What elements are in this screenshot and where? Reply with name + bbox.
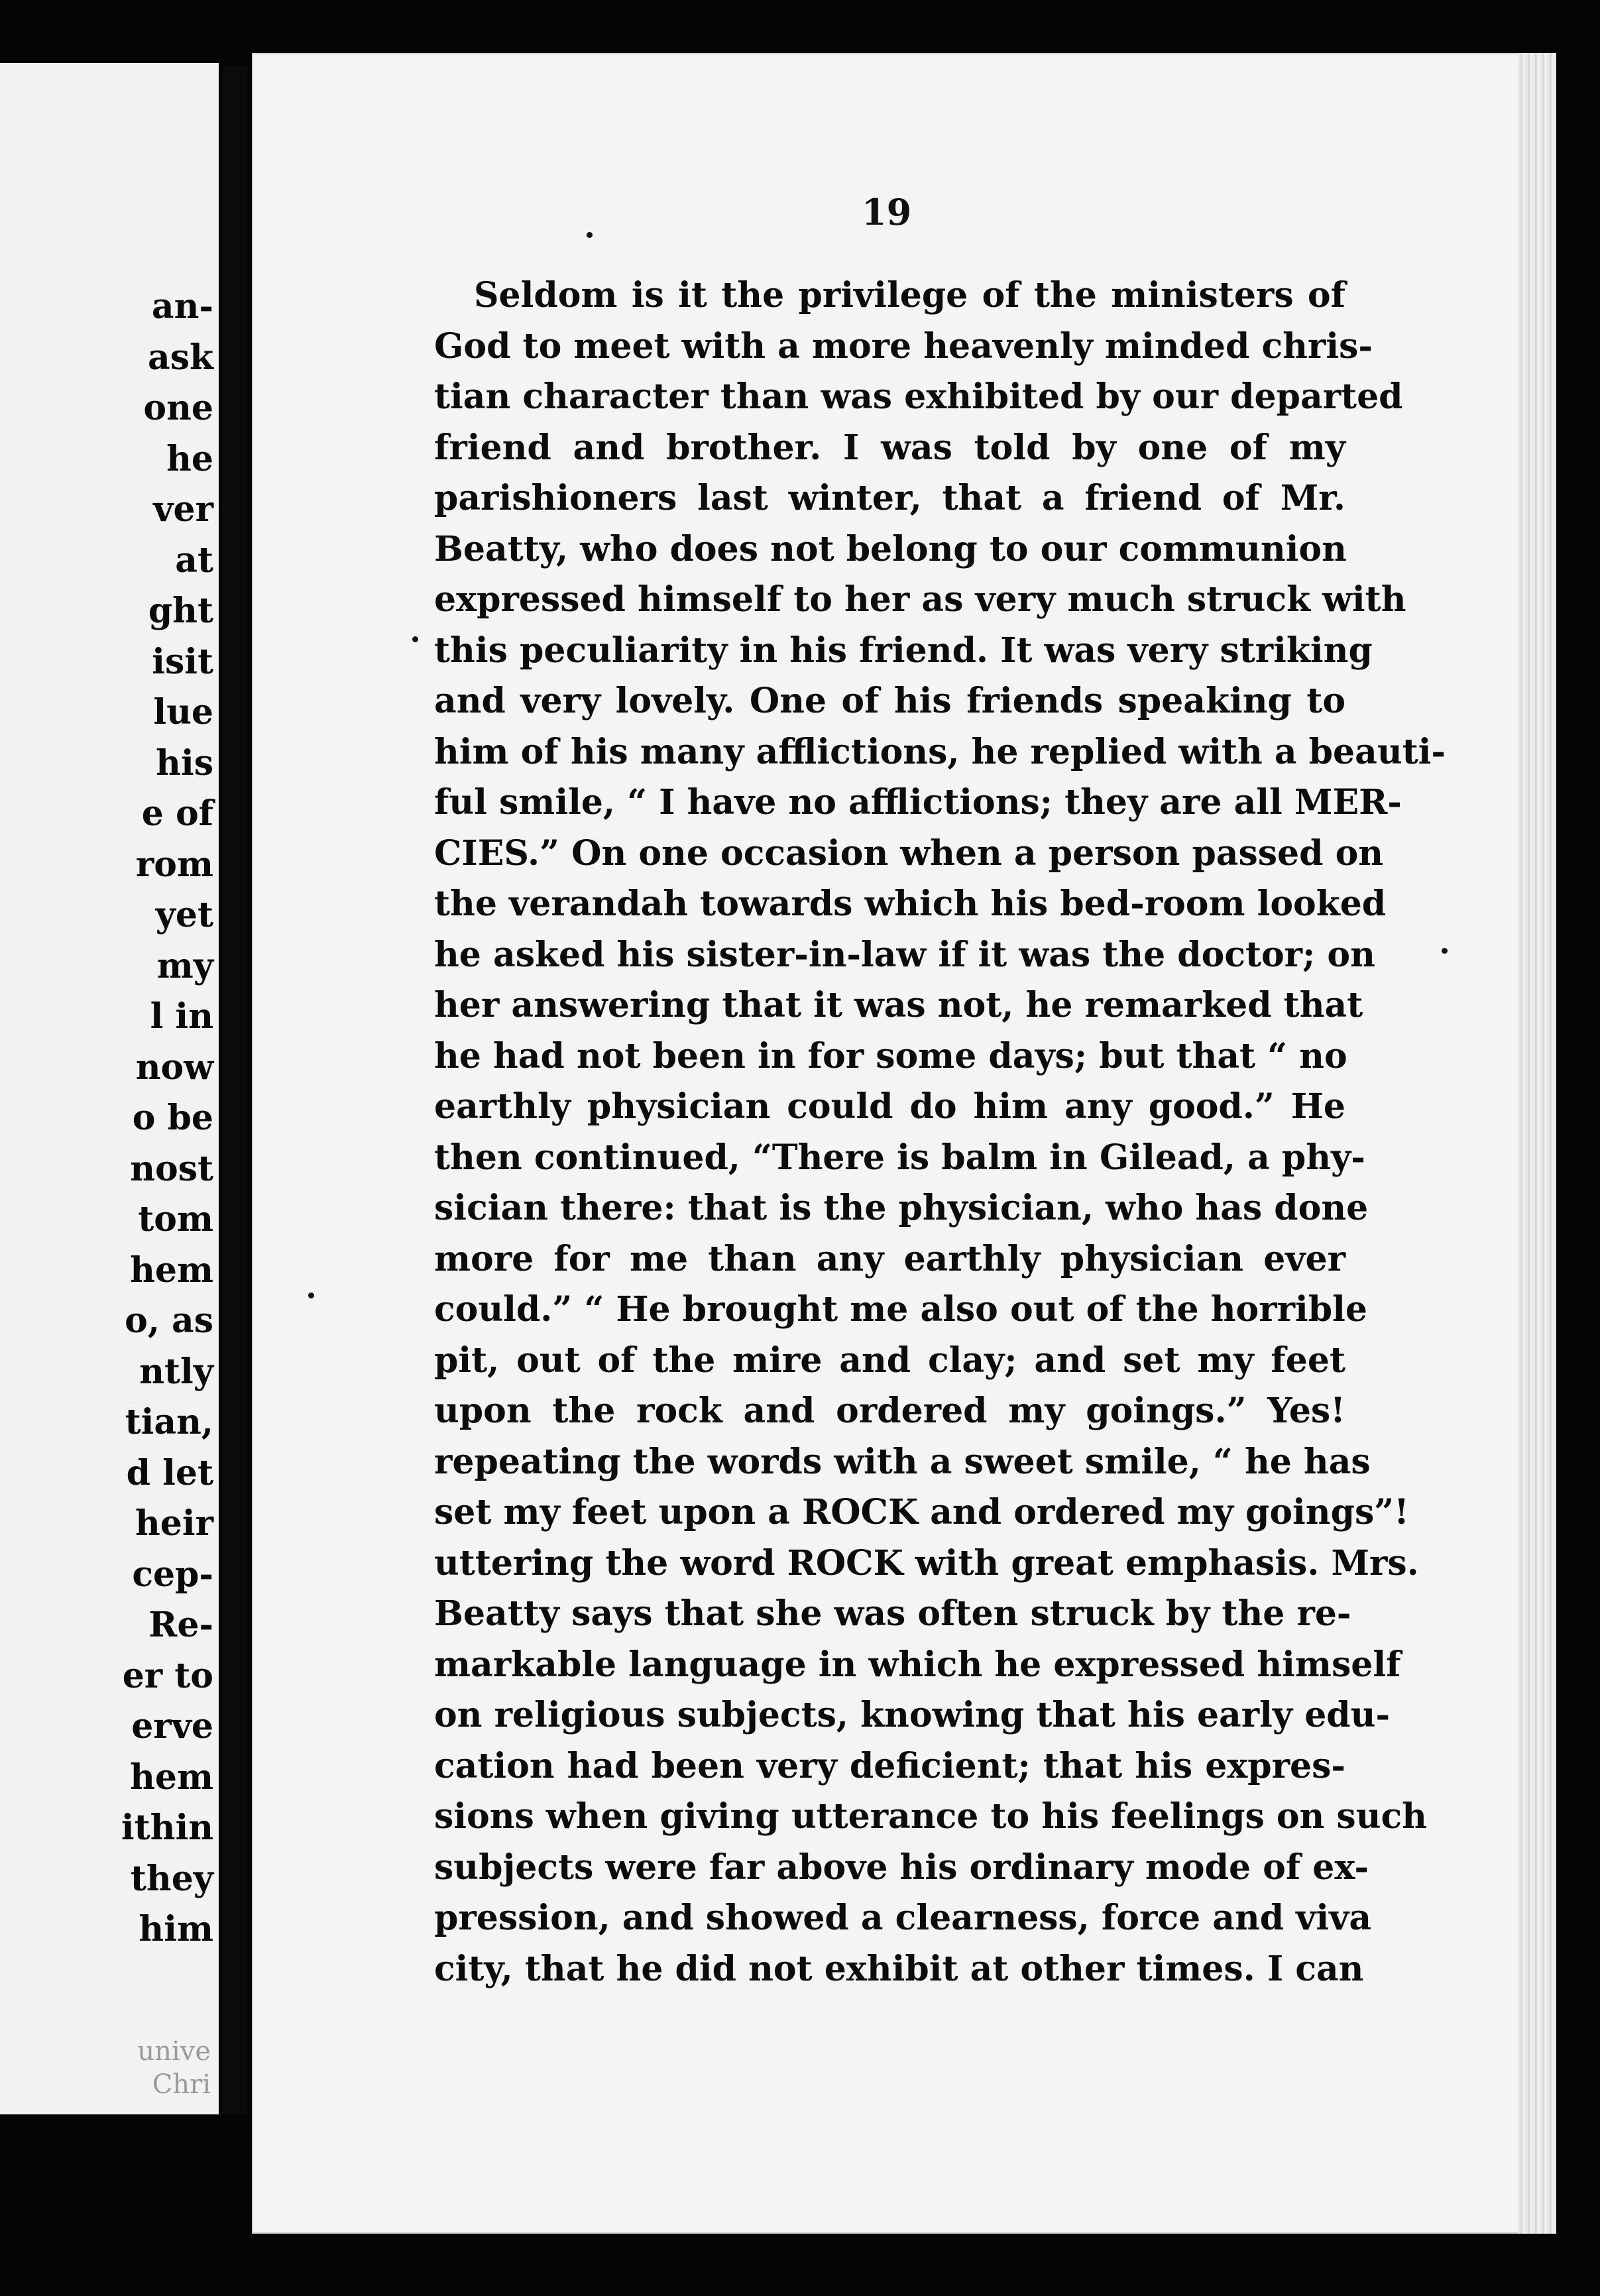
left-line: hem (130, 1249, 213, 1291)
text-line: CIES.” On one occasion when a person passed on (434, 832, 1384, 874)
left-line: him (139, 1909, 213, 1949)
text-line: expressed himself to her as very much struck with (434, 579, 1406, 620)
left-line: l in (150, 996, 213, 1037)
text-line: him of his many afflictions, he replied with a beauti- (434, 731, 1446, 772)
text-line: could.” “ He brought me also out of the horrible (434, 1289, 1367, 1330)
text-line: city, that he did not exhibit at other times. I can (434, 1948, 1364, 1989)
left-line: cep- (132, 1554, 213, 1595)
left-line: lue (153, 692, 213, 732)
ink-speck (587, 232, 593, 238)
faint-line: Chri (152, 2069, 211, 2100)
text-line: ful smile, “ I have no afflictions; they are all MER- (434, 782, 1402, 823)
text-line: pit, out of the mire and clay; and set my feet (434, 1340, 1345, 1381)
ink-speck (1442, 948, 1448, 954)
previous-page-fragment (0, 63, 219, 2114)
page-body-text (434, 270, 1446, 1994)
left-line: rom (135, 844, 213, 885)
text-line: uttering the word ROCK with great emphasis. Mrs. (434, 1542, 1419, 1583)
text-line: markable language in which he expressed himself (434, 1644, 1401, 1685)
text-line: set my feet upon a ROCK and ordered my goings”! (434, 1492, 1409, 1532)
text-line: subjects were far above his ordinary mode of ex- (434, 1847, 1369, 1888)
text-line: her answering that it was not, he remarked that (434, 985, 1363, 1025)
left-line: heir (135, 1503, 213, 1544)
left-line: erve (131, 1706, 213, 1747)
text-line: parishioners last winter, that a friend of Mr. (434, 478, 1345, 518)
text-line: Beatty, who does not belong to our communion (434, 528, 1347, 569)
left-line: ask (148, 337, 213, 378)
book-binding-gutter (222, 66, 247, 2114)
text-line: God to meet with a more heavenly minded chris- (434, 325, 1373, 367)
text-line: then continued, “There is balm in Gilead, a phy- (434, 1137, 1365, 1178)
text-line: Beatty says that she was often struck by the re- (434, 1593, 1351, 1634)
faint-line: unive (137, 2036, 211, 2067)
left-line: isit (152, 641, 213, 682)
text-line: the verandah towards which his bed-room looked (434, 884, 1387, 924)
left-line: e of (141, 793, 213, 834)
text-line: upon the rock and ordered my goings.” Yes! (434, 1391, 1345, 1431)
text-line: and very lovely. One of his friends speaking to (434, 681, 1345, 721)
left-line: yet (155, 895, 213, 935)
left-line: hem (130, 1756, 213, 1798)
left-line: o, as (125, 1300, 213, 1341)
text-line: this peculiarity in his friend. It was very striking (434, 630, 1373, 671)
text-line: Seldom is it the privilege of the ministers of (474, 275, 1345, 316)
text-line: repeating the words with a sweet smile, “ he has (434, 1441, 1371, 1482)
text-line: sician there: that is the physician, who has done (434, 1188, 1369, 1228)
text-line: tian character than was exhibited by our departed (434, 376, 1403, 417)
left-line: Re- (148, 1605, 213, 1645)
text-line: he asked his sister-in-law if it was the doctor; on (434, 934, 1375, 975)
text-line: on religious subjects, knowing that his early edu- (434, 1695, 1391, 1735)
page-number: 19 (862, 191, 912, 233)
left-line: d let (126, 1452, 213, 1493)
text-line: sions when giving utterance to his feelings on such (434, 1796, 1427, 1837)
previous-page-faint-text (137, 2035, 211, 2101)
left-line: nost (130, 1148, 213, 1189)
ink-speck (412, 636, 418, 642)
left-line: tian, (125, 1402, 213, 1442)
text-line: pression, and showed a clearness, force and viva (434, 1898, 1372, 1938)
left-line: one (143, 388, 213, 428)
previous-page-line-ends (121, 282, 213, 1955)
left-line: tom (138, 1199, 213, 1239)
left-line: ght (148, 591, 213, 631)
left-line: my (156, 945, 213, 986)
left-line: they (130, 1858, 213, 1899)
text-line: earthly physician could do him any good.” He (434, 1086, 1345, 1127)
left-line: at (175, 540, 213, 581)
left-line: o be (132, 1098, 213, 1138)
text-line: more for me than any earthly physician ever (434, 1238, 1345, 1279)
left-line: er to (122, 1655, 213, 1696)
left-line: ithin (121, 1808, 213, 1848)
left-line: now (135, 1047, 213, 1088)
left-line: his (156, 742, 213, 783)
left-line: ntly (139, 1351, 213, 1392)
ink-speck (308, 1292, 314, 1298)
left-line: he (166, 438, 213, 479)
page-edge (1518, 53, 1556, 2234)
text-line: cation had been very deficient; that his expres- (434, 1745, 1345, 1786)
left-line: ver (153, 489, 213, 530)
text-line: friend and brother. I was told by one of my (434, 427, 1345, 468)
text-line: he had not been in for some days; but that “ no (434, 1035, 1347, 1076)
left-line: an- (151, 286, 213, 327)
